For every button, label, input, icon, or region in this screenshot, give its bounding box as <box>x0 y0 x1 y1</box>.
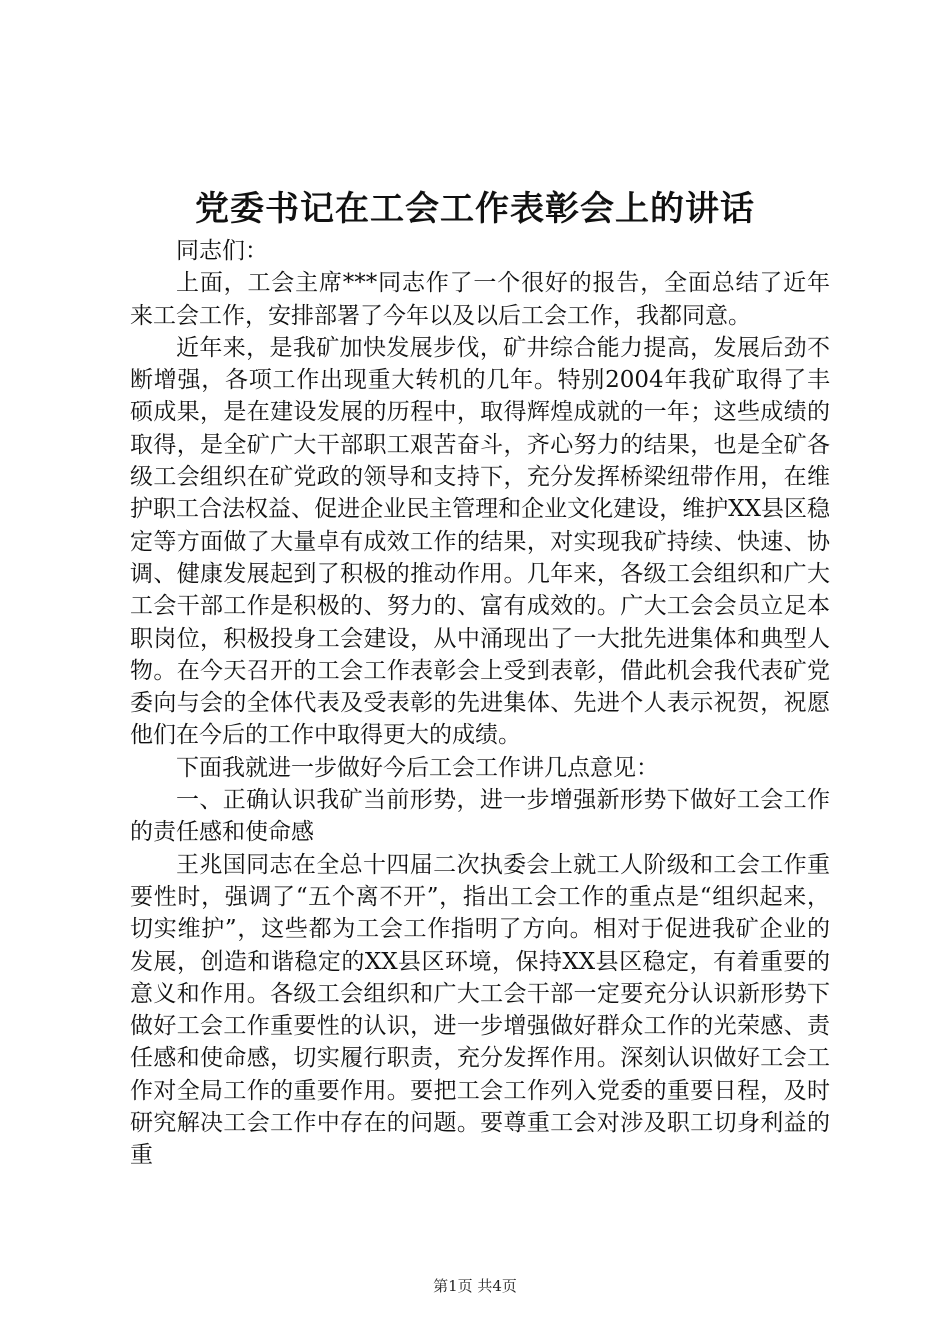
paragraph-section-1-body: 王兆国同志在全总十四届二次执委会上就工人阶级和工会工作重要性时，强调了“五个离不开”，指出工会工作的重点是“组织起来，切实维护”，这些都为工会工作指明了方向。相对于促进我矿企业的发展，创造和谐稳定的XX县区环境，保持XX县区稳定，有着重要的意义和作用。各级工会组织和广大工会干部一定要充分认识新形势下做好工会工作重要性的认识，进一步增强做好群众工作的光荣感、责任感和使命感，切实履行职责，充分发挥作用。深刻认识做好工会工作对全局工作的重要作用。要把工会工作列入党委的重要日程，及时研究解决工会工作中存在的问题。要尊重工会对涉及职工切身利益的重 <box>130 851 830 1169</box>
document-body <box>130 235 830 1172</box>
document-title: 党委书记在工会工作表彰会上的讲话 <box>195 189 755 229</box>
section-heading-1: 一、正确认识我矿当前形势，进一步增强新形势下做好工会工作的责任感和使命感 <box>130 787 830 846</box>
paragraph-achievements: 近年来，是我矿加快发展步伐，矿井综合能力提高，发展后劲不断增强，各项工作出现重大转机的几年。特别2004年我矿取得了丰硕成果，是在建设发展的历程中，取得辉煌成就的一年；这些成绩的取得，是全矿广大干部职工艰苦奋斗，齐心努力的结果，也是全矿各级工会组织在矿党政的领导和支持下，充分发挥桥梁纽带作用，在维护职工合法权益、促进企业民主管理和企业文化建设，维护XX县区稳定等方面做了大量卓有成效工作的结果，对实现我矿持续、快速、协调、健康发展起到了积极的推动作用。几年来，各级工会组织和广大工会干部工作是积极的、努力的、富有成效的。广大工会会员立足本职岗位，积极投身工会建设，从中涌现出了一大批先进集体和典型人物。在今天召开的工会工作表彰会上受到表彰，借此机会我代表矿党委向与会的全体代表及受表彰的先进集体、先进个人表示祝贺，祝愿他们在今后的工作中取得更大的成绩。 <box>130 334 830 749</box>
page-number-footer: 第1页 共4页 <box>433 1277 517 1295</box>
paragraph-report-agreement: 上面，工会主席***同志作了一个很好的报告，全面总结了近年来工会工作，安排部署了今年以及以后工会工作，我都同意。 <box>130 270 830 329</box>
paragraph-intro-opinions: 下面我就进一步做好今后工会工作讲几点意见： <box>176 754 659 781</box>
paragraph-salutation: 同志们： <box>176 238 268 264</box>
